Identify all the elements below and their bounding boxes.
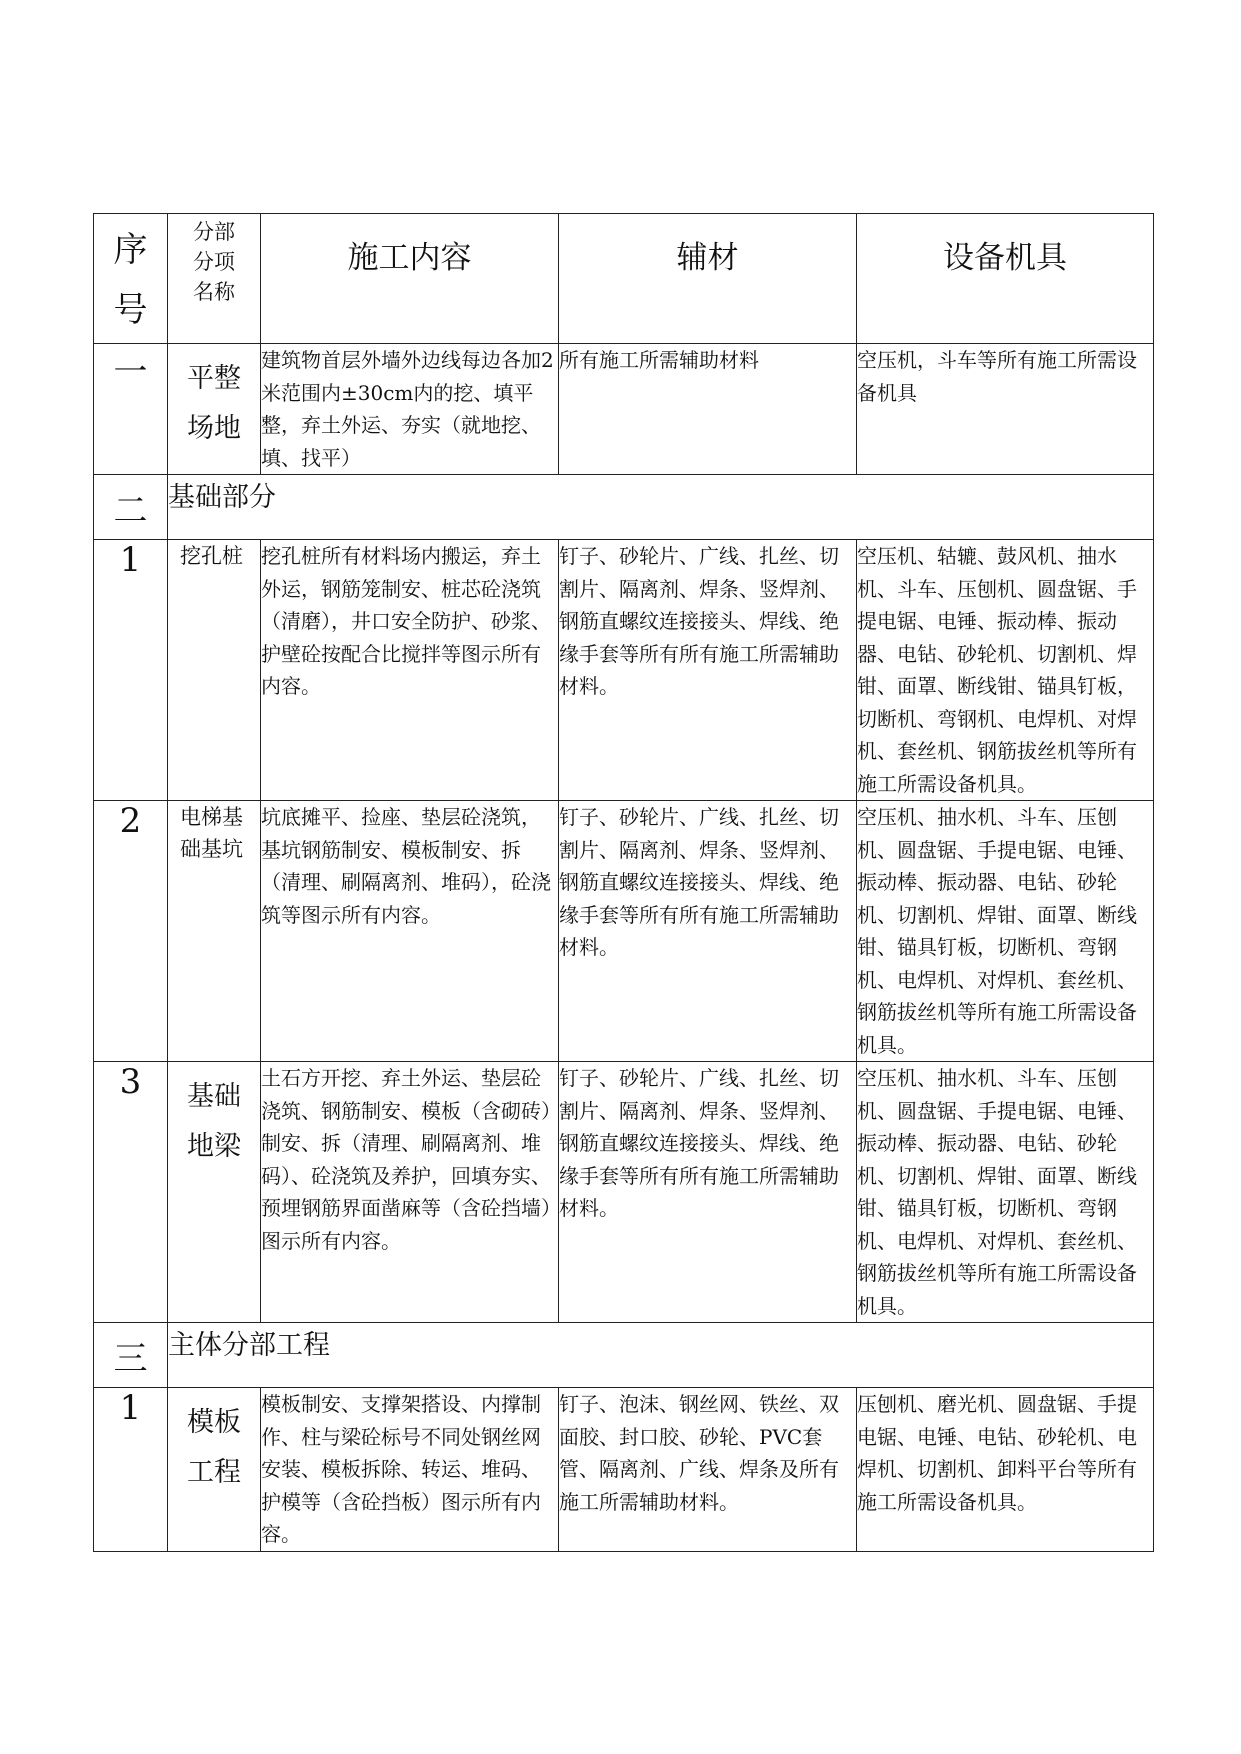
row-seq: 2 [94, 801, 168, 1062]
table-row [94, 801, 1154, 1062]
row-content: 模板制安、支撑架搭设、内撑制作、柱与梁砼标号不同处钢丝网安装、模板拆除、转运、堆码、护模等（含砼挡板）图示所有内容。 [261, 1388, 559, 1552]
table-header-row [94, 214, 1154, 344]
row-equipment: 空压机、抽水机、斗车、压刨机、圆盘锯、手提电锯、电锤、振动棒、振动器、电钻、砂轮机、切割机、焊钳、面罩、断线钳、锚具钉板，切断机、弯钢机、电焊机、对焊机、套丝机、钢筋拔丝机等所有施工所需设备机具。 [857, 1062, 1154, 1323]
header-materials: 辅材 [559, 214, 857, 344]
row-equipment: 空压机、抽水机、斗车、压刨机、圆盘锯、手提电锯、电锤、振动棒、振动器、电钻、砂轮机、切割机、焊钳、面罩、断线钳、锚具钉板，切断机、弯钢机、电焊机、对焊机、套丝机、钢筋拔丝机等所有施工所需设备机具。 [857, 801, 1154, 1062]
row-materials: 钉子、砂轮片、广线、扎丝、切割片、隔离剂、焊条、竖焊剂、钢筋直螺纹连接接头、焊线、绝缘手套等所有所有施工所需辅助材料。 [559, 1062, 857, 1323]
row-seq: 一 [94, 344, 168, 475]
row-name: 基础 地梁 [168, 1062, 261, 1323]
header-content: 施工内容 [261, 214, 559, 344]
row-materials: 钉子、泡沫、钢丝网、铁丝、双面胶、封口胶、砂轮、PVC套管、隔离剂、广线、焊条及所有施工所需辅助材料。 [559, 1388, 857, 1552]
construction-scope-table [93, 213, 1154, 1552]
row-materials: 钉子、砂轮片、广线、扎丝、切割片、隔离剂、焊条、竖焊剂、钢筋直螺纹连接接头、焊线、绝缘手套等所有所有施工所需辅助材料。 [559, 801, 857, 1062]
row-name: 平整 场地 [168, 344, 261, 475]
row-seq: 1 [94, 1388, 168, 1552]
row-content: 坑底摊平、捡座、垫层砼浇筑，基坑钢筋制安、模板制安、拆（清理、刷隔离剂、堆码），砼浇筑等图示所有内容。 [261, 801, 559, 1062]
row-equipment: 空压机、轱辘、鼓风机、抽水机、斗车、压刨机、圆盘锯、手提电锯、电锤、振动棒、振动器、电钻、砂轮机、切割机、焊钳、面罩、断线钳、锚具钉板，切断机、弯钢机、电焊机、对焊机、套丝机、钢筋拔丝机等所有施工所需设备机具。 [857, 540, 1154, 801]
section-row [94, 1323, 1154, 1388]
header-seq: 序 号 [94, 214, 168, 344]
section-seq: 三 [94, 1323, 168, 1388]
table-row [94, 540, 1154, 801]
section-title: 基础部分 [168, 475, 1154, 540]
section-title: 主体分部工程 [168, 1323, 1154, 1388]
row-equipment: 压刨机、磨光机、圆盘锯、手提电锯、电锤、电钻、砂轮机、电焊机、切割机、卸料平台等所有施工所需设备机具。 [857, 1388, 1154, 1552]
header-name: 分部 分项 名称 [168, 214, 261, 344]
row-equipment: 空压机，斗车等所有施工所需设备机具 [857, 344, 1154, 475]
table-row [94, 1388, 1154, 1552]
row-seq: 1 [94, 540, 168, 801]
row-content: 土石方开挖、弃土外运、垫层砼浇筑、钢筋制安、模板（含砌砖）制安、拆（清理、刷隔离剂、堆码）、砼浇筑及养护，回填夯实、预埋钢筋界面凿麻等（含砼挡墙）图示所有内容。 [261, 1062, 559, 1323]
row-content: 建筑物首层外墙外边线每边各加2米范围内±30cm内的挖、填平整，弃土外运、夯实（就地挖、填、找平） [261, 344, 559, 475]
row-name: 模板 工程 [168, 1388, 261, 1552]
row-content: 挖孔桩所有材料场内搬运，弃土外运，钢筋笼制安、桩芯砼浇筑（清磨），井口安全防护、砂浆、护壁砼按配合比搅拌等图示所有内容。 [261, 540, 559, 801]
row-materials: 所有施工所需辅助材料 [559, 344, 857, 475]
row-name: 电梯基础基坑 [168, 801, 261, 1062]
header-equipment: 设备机具 [857, 214, 1154, 344]
row-name: 挖孔桩 [168, 540, 261, 801]
row-seq: 3 [94, 1062, 168, 1323]
section-row [94, 475, 1154, 540]
table-row [94, 344, 1154, 475]
table-row [94, 1062, 1154, 1323]
row-materials: 钉子、砂轮片、广线、扎丝、切割片、隔离剂、焊条、竖焊剂、钢筋直螺纹连接接头、焊线、绝缘手套等所有所有施工所需辅助材料。 [559, 540, 857, 801]
section-seq: 二 [94, 475, 168, 540]
